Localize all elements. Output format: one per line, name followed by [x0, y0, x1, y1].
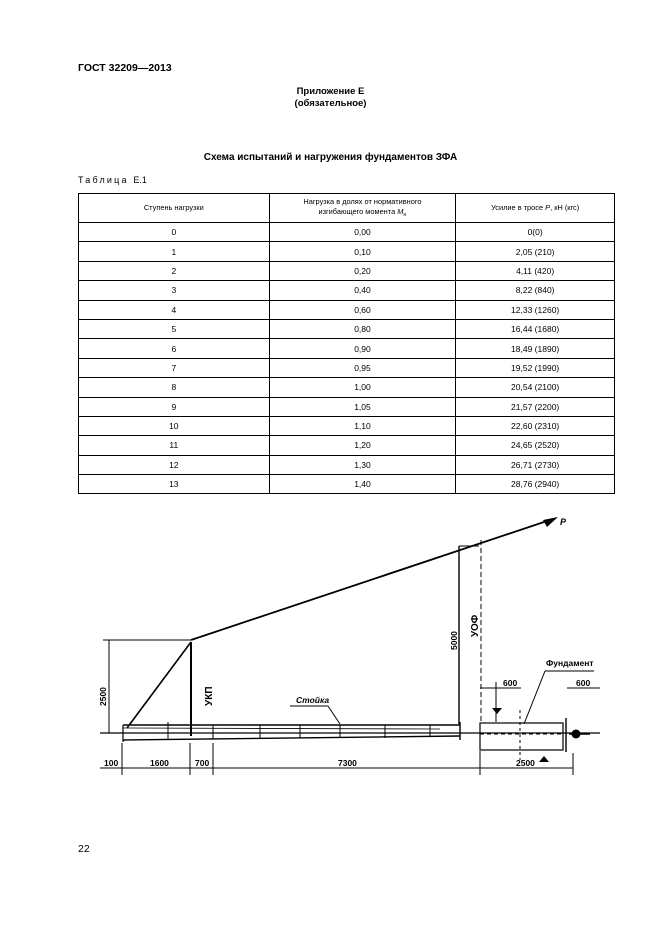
cell-stage: 11	[79, 436, 270, 455]
cell-stage: 12	[79, 455, 270, 474]
load-header-line1: Нагрузка в долях от нормативного	[303, 196, 422, 206]
table-row	[79, 281, 615, 300]
force-label: P	[560, 517, 567, 527]
foundation-leader	[524, 671, 545, 724]
table-caption-word: Таблица	[78, 175, 129, 185]
cell-stage: 1	[79, 242, 270, 261]
cell-cable-force: 0(0)	[456, 223, 615, 242]
ukp-label: УКП	[204, 686, 215, 706]
load-table	[78, 193, 615, 494]
uof-label: УОФ	[470, 614, 481, 637]
table-body	[79, 223, 615, 494]
force-arrow-icon	[543, 517, 558, 527]
cell-cable-force: 18,49 (1890)	[456, 339, 615, 358]
cell-cable-force: 21,57 (2200)	[456, 397, 615, 416]
page-number: 22	[78, 843, 90, 855]
test-scheme-drawing	[0, 510, 661, 780]
table-row	[79, 455, 615, 474]
appendix-note: (обязательное)	[294, 98, 367, 109]
cell-load-fraction: 0,20	[269, 261, 456, 280]
table-caption	[78, 175, 147, 185]
load-marker-bottom-icon	[539, 756, 549, 762]
guy-wire	[127, 642, 191, 728]
cell-stage: 5	[79, 319, 270, 338]
force-symbol: P	[545, 203, 551, 212]
table-caption-number: Е.1	[133, 175, 147, 185]
dim-5000-label: 5000	[449, 631, 459, 650]
cell-stage: 10	[79, 416, 270, 435]
cell-cable-force: 26,71 (2730)	[456, 455, 615, 474]
cell-load-fraction: 0,95	[269, 358, 456, 377]
table-row	[79, 261, 615, 280]
cell-cable-force: 28,76 (2940)	[456, 475, 615, 494]
cell-stage: 3	[79, 281, 270, 300]
cell-stage: 13	[79, 475, 270, 494]
post-bottom-chord	[123, 736, 460, 740]
load-subscript: н	[403, 211, 407, 218]
cell-load-fraction: 1,05	[269, 397, 456, 416]
load-symbol: M	[397, 206, 404, 216]
table-header-row	[79, 194, 615, 223]
load-header-line2: изгибающего момента	[318, 206, 396, 216]
appendix-heading	[0, 86, 661, 110]
table-row	[79, 475, 615, 494]
cell-stage: 9	[79, 397, 270, 416]
foundation-body	[480, 723, 563, 750]
table-row	[79, 378, 615, 397]
cell-cable-force: 24,65 (2520)	[456, 436, 615, 455]
post-label: Стойка	[296, 695, 330, 705]
cell-load-fraction: 0,40	[269, 281, 456, 300]
table-row	[79, 242, 615, 261]
cell-cable-force: 16,44 (1680)	[456, 319, 615, 338]
table-row	[79, 397, 615, 416]
cell-load-fraction: 1,20	[269, 436, 456, 455]
cell-load-fraction: 1,40	[269, 475, 456, 494]
table-row	[79, 223, 615, 242]
cell-cable-force: 12,33 (1260)	[456, 300, 615, 319]
cell-stage: 7	[79, 358, 270, 377]
cell-load-fraction: 1,30	[269, 455, 456, 474]
force-header-prefix: Усилие в тросе	[491, 203, 544, 212]
cell-stage: 6	[79, 339, 270, 358]
cell-cable-force: 2,05 (210)	[456, 242, 615, 261]
table-row	[79, 319, 615, 338]
table-row	[79, 436, 615, 455]
cell-load-fraction: 0,90	[269, 339, 456, 358]
foundation-label: Фундамент	[546, 658, 594, 668]
dim-2500-horizontal-label: 2500	[516, 758, 535, 768]
dim-600-right-label: 600	[576, 678, 591, 688]
cable-line	[191, 519, 553, 640]
dim-2500-vertical-label: 2500	[98, 687, 108, 706]
cell-cable-force: 8,22 (840)	[456, 281, 615, 300]
table-row	[79, 339, 615, 358]
appendix-title: Приложение Е	[296, 86, 365, 97]
column-header-load	[269, 194, 456, 223]
dim-100-label: 100	[104, 758, 119, 768]
section-title: Схема испытаний и нагружения фундаментов ЗФА	[203, 152, 458, 163]
cell-cable-force: 22,60 (2310)	[456, 416, 615, 435]
document-code: ГОСТ 32209—2013	[78, 62, 172, 74]
dim-1600-label: 1600	[150, 758, 169, 768]
cell-load-fraction: 1,10	[269, 416, 456, 435]
table-row	[79, 358, 615, 377]
dim-7300-label: 7300	[338, 758, 357, 768]
column-header-force	[456, 194, 615, 223]
dim-600-left-label: 600	[503, 678, 518, 688]
load-marker-top-icon	[492, 708, 502, 714]
dim-700-label: 700	[195, 758, 210, 768]
column-header-stage: Ступень нагрузки	[79, 194, 270, 223]
post-leader	[328, 706, 340, 724]
cell-load-fraction: 0,80	[269, 319, 456, 338]
force-header-suffix: , кН (кгс)	[550, 203, 580, 212]
cell-load-fraction: 0,10	[269, 242, 456, 261]
cell-stage: 8	[79, 378, 270, 397]
cell-stage: 4	[79, 300, 270, 319]
table-row	[79, 300, 615, 319]
cell-stage: 0	[79, 223, 270, 242]
cell-stage: 2	[79, 261, 270, 280]
cell-cable-force: 20,54 (2100)	[456, 378, 615, 397]
cell-load-fraction: 0,00	[269, 223, 456, 242]
cell-cable-force: 4,11 (420)	[456, 261, 615, 280]
post-inner-chord	[123, 728, 440, 729]
cell-load-fraction: 1,00	[269, 378, 456, 397]
cell-cable-force: 19,52 (1990)	[456, 358, 615, 377]
table-row	[79, 416, 615, 435]
cell-load-fraction: 0,60	[269, 300, 456, 319]
